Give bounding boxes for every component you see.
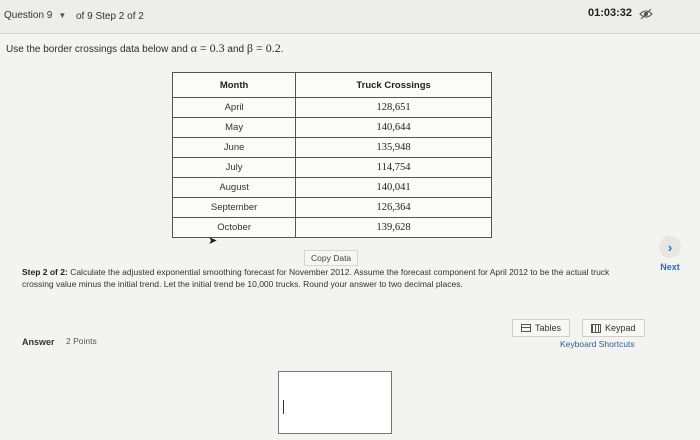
table-row [173, 98, 492, 118]
table-row [173, 178, 492, 198]
keypad-button[interactable] [582, 319, 645, 337]
column-header-month: Month [173, 73, 296, 98]
value-cell: 139,628 [296, 218, 492, 238]
question-label: Question 9 [4, 10, 53, 21]
table-row [173, 118, 492, 138]
value-cell: 128,651 [296, 98, 492, 118]
month-cell: June [173, 138, 296, 158]
table-row [173, 218, 492, 238]
month-cell: April [173, 98, 296, 118]
eye-slash-icon[interactable] [638, 6, 654, 22]
chevron-right-icon[interactable]: › [659, 236, 681, 258]
step-title: Step 2 of 2: [22, 267, 68, 277]
text-cursor [283, 400, 284, 414]
month-cell: September [173, 198, 296, 218]
answer-tools [512, 319, 645, 337]
tables-label: Tables [535, 323, 562, 333]
table-row [173, 198, 492, 218]
value-cell: 135,948 [296, 138, 492, 158]
copy-data-button[interactable]: Copy Data [304, 250, 358, 266]
keypad-icon [591, 324, 601, 333]
value-cell: 140,041 [296, 178, 492, 198]
answer-label: Answer [22, 337, 55, 347]
chevron-down-icon: ▼ [58, 11, 67, 20]
next-button[interactable]: Next [660, 262, 680, 272]
answer-input[interactable] [278, 371, 392, 434]
keyboard-shortcuts-link[interactable]: Keyboard Shortcuts [560, 339, 635, 349]
value-cell: 114,754 [296, 158, 492, 178]
table-header-row [173, 73, 492, 98]
timer: 01:03:32 [588, 7, 633, 19]
month-cell: October [173, 218, 296, 238]
value-cell: 126,364 [296, 198, 492, 218]
table-row [173, 138, 492, 158]
table-icon [521, 324, 531, 332]
border-crossings-table [172, 72, 492, 238]
step-instructions [22, 266, 632, 290]
keypad-label: Keypad [605, 323, 636, 333]
question-selector[interactable] [4, 10, 66, 21]
prompt-intro: Use the border crossings data below and [6, 44, 191, 55]
prompt-and: and [224, 44, 247, 55]
step-indicator: of 9 Step 2 of 2 [76, 11, 144, 22]
tables-button[interactable] [512, 319, 570, 337]
value-cell: 140,644 [296, 118, 492, 138]
prompt-end: . [280, 44, 284, 55]
points-label: 2 Points [66, 336, 97, 346]
table-row [173, 158, 492, 178]
top-bar [0, 0, 700, 34]
column-header-truck-crossings: Truck Crossings [296, 73, 492, 98]
month-cell: July [173, 158, 296, 178]
month-cell: May [173, 118, 296, 138]
month-cell: August [173, 178, 296, 198]
alpha-value: α = 0.3 [190, 41, 225, 55]
question-prompt [6, 41, 284, 56]
mouse-pointer-icon: ➤ [208, 235, 218, 247]
step-body: Calculate the adjusted exponential smoothing forecast for November 2012. Assume the forecast component for April 2012 to be the actual truck crossing value minus the initial trend. Let the initial trend be 10,000 trucks. Round your answer to two decimal places. [22, 267, 610, 289]
beta-value: β = 0.2 [246, 41, 281, 55]
next-control[interactable] [656, 236, 684, 272]
